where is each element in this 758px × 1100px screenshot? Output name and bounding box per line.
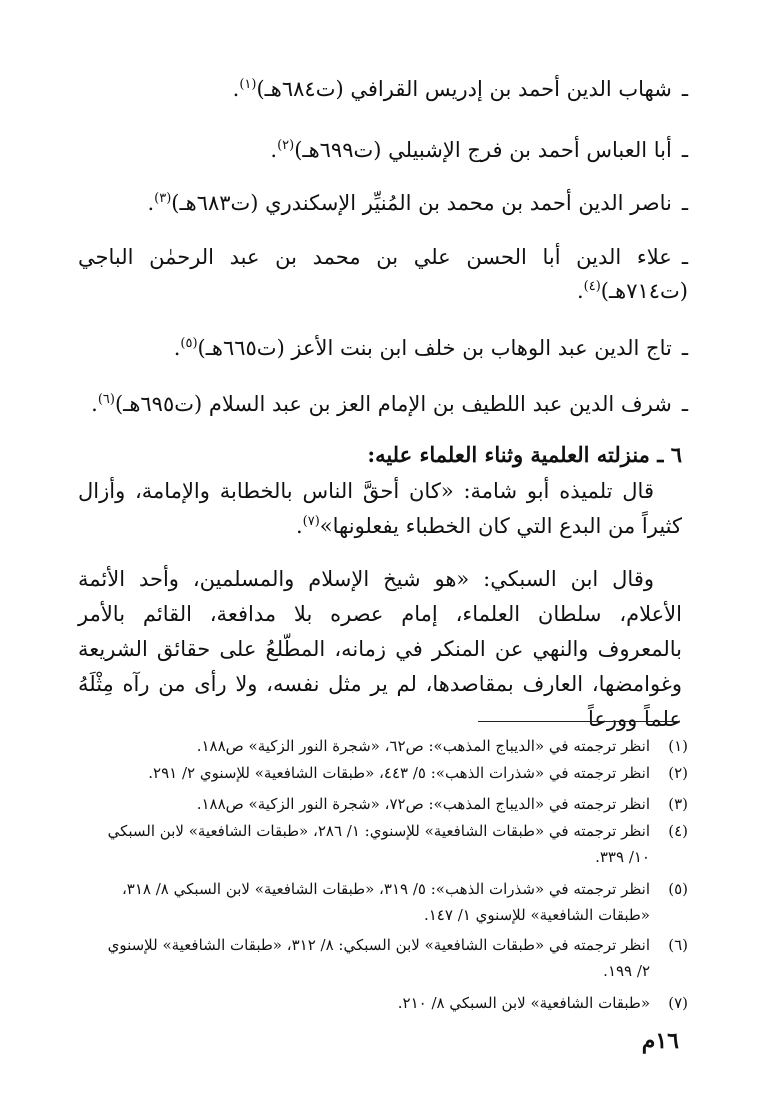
footnote-marker: (٥): [180, 336, 198, 351]
bullet-dash: ـ: [681, 392, 688, 416]
footnote-text: انظر ترجمته في «شذرات الذهب»: ٥/ ٣١٩، «طبقات الشافعية» لابن السبكي ٨/ ٣١٨،: [121, 880, 650, 898]
footnote-number: (٣): [668, 795, 688, 813]
bullet-item-6: [78, 387, 688, 421]
bullet-text: شهاب الدين أحمد بن إدريس القرافي (ت٦٨٤هـ): [256, 77, 672, 101]
footnote-marker: (١): [239, 77, 257, 92]
paragraph-end: .: [295, 514, 303, 538]
footnote-number: (١): [668, 737, 688, 755]
footnote-continuation: ٢/ ١٩٩.: [603, 962, 650, 980]
footnote-continuation: «طبقات الشافعية» للإسنوي ١/ ١٤٧.: [423, 906, 650, 924]
footnote-text: انظر ترجمته في «شذرات الذهب»: ٥/ ٤٤٣، «طبقات الشافعية» للإسنوي ٢/ ٢٩١.: [148, 764, 650, 782]
footnote-1: [78, 733, 688, 759]
bullet-text: ناصر الدين أحمد بن محمد بن المُنيِّر الإسكندري (ت٦٨٣هـ): [171, 191, 672, 215]
bullet-dash: ـ: [681, 138, 688, 162]
footnote-7: [78, 990, 688, 1016]
bullet-item-3: [78, 186, 688, 220]
page-number: ١٦م: [641, 1028, 679, 1054]
bullet-end: .: [91, 392, 98, 416]
bullet-item-5: [78, 331, 688, 365]
bullet-item-1: [78, 72, 688, 106]
bullet-end: .: [147, 191, 155, 215]
bullet-end: .: [232, 77, 240, 101]
footnote-marker: (٧): [302, 514, 320, 529]
footnote-number: (٤): [668, 822, 688, 840]
footnote-marker: (٤): [583, 279, 601, 294]
footnote-text: انظر ترجمته في «طبقات الشافعية» لابن السبكي: ٨/ ٣١٢، «طبقات الشافعية» للإسنوي: [107, 936, 650, 954]
footnote-number: (٧): [668, 994, 688, 1012]
paragraph-abu-shama: [78, 474, 682, 544]
footnote-text: انظر ترجمته في «الديباج المذهب»: ص٦٢، «شجرة النور الزكية» ص١٨٨.: [196, 737, 650, 755]
footnote-marker: (٢): [277, 138, 295, 153]
bullet-end: .: [173, 336, 181, 360]
footnote-3: [78, 791, 688, 817]
footnote-continuation: ١٠/ ٣٣٩.: [595, 848, 650, 866]
footnote-2: [78, 760, 688, 786]
bullet-end: .: [270, 138, 278, 162]
bullet-dash: ـ: [681, 191, 688, 215]
footnote-number: (٦): [668, 936, 688, 954]
footnote-text: «طبقات الشافعية» لابن السبكي ٨/ ٢١٠.: [397, 994, 650, 1012]
footnote-text: انظر ترجمته في «طبقات الشافعية» للإسنوي: ١/ ٢٨٦، «طبقات الشافعية» لابن السبكي: [107, 822, 650, 840]
footnote-separator: [478, 721, 678, 722]
bullet-end: .: [576, 279, 584, 303]
footnote-marker: (٣): [154, 191, 172, 206]
bullet-text: علاء الدين أبا الحسن علي بن محمد بن عبد الرحمٰن الباجي (ت٧١٤هـ): [78, 245, 688, 303]
footnote-6: [78, 932, 688, 984]
footnote-text: انظر ترجمته في «الديباج المذهب»: ص٧٢، «شجرة النور الزكية» ص١٨٨.: [196, 795, 650, 813]
section-heading: ٦ ـ منزلته العلمية وثناء العلماء عليه:: [367, 442, 682, 467]
footnote-number: (٥): [668, 880, 688, 898]
bullet-item-4: [78, 240, 688, 308]
bullet-item-2: [78, 133, 688, 167]
footnote-number: (٢): [668, 764, 688, 782]
bullet-text: أبا العباس أحمد بن فرج الإشبيلي (ت٦٩٩هـ): [294, 138, 672, 162]
bullet-text: تاج الدين عبد الوهاب بن خلف ابن بنت الأعز (ت٦٦٥هـ): [197, 336, 672, 360]
footnote-4: [78, 818, 688, 870]
paragraph-text: قال تلميذه أبو شامة: «كان أحقَّ الناس بالخطابة والإمامة، وأزال كثيراً من البدع التي كان الخطباء يفعلونها»: [78, 479, 682, 538]
bullet-text: شرف الدين عبد اللطيف بن الإمام العز بن عبد السلام (ت٦٩٥هـ): [114, 392, 672, 416]
bullet-dash: ـ: [681, 336, 688, 360]
paragraph-ibn-subki: وقال ابن السبكي: «هو شيخ الإسلام والمسلمين، وأحد الأئمة الأعلام، سلطان العلماء، إمام عصره بلا مدافعة، القائم بالأمر بالمعروف والنهي عن المنكر في زمانه، المطّلعُ على حقائق الشريعة وغوامضها، العارف بمقاصدها، لم ير مثل نفسه، ولا رأى من رآه مِثْلَهُ علماً وورعاً: [78, 567, 682, 731]
bullet-dash: ـ: [681, 245, 688, 269]
footnote-marker: (٦): [97, 392, 115, 407]
footnote-5: [78, 876, 688, 928]
bullet-dash: ـ: [681, 77, 688, 101]
